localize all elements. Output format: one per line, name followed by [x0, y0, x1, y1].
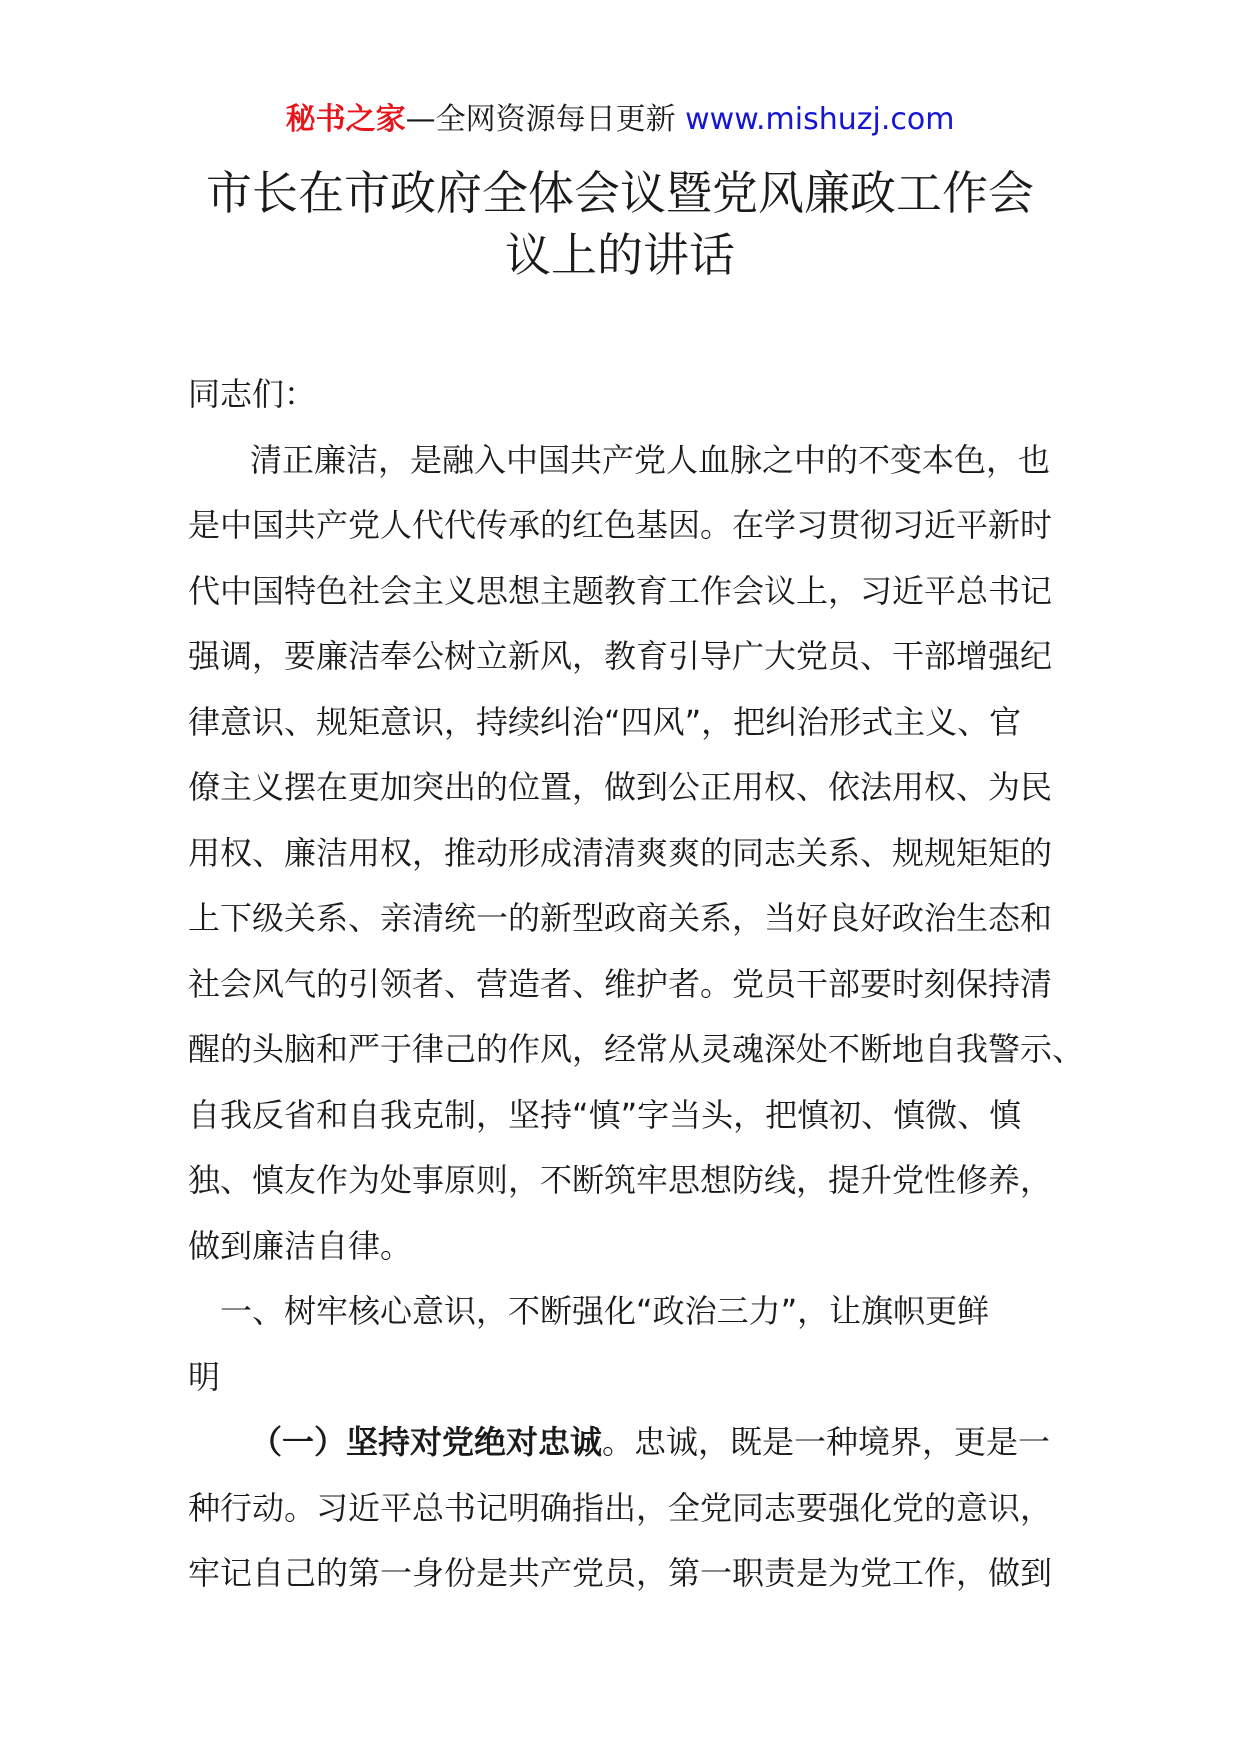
- paragraph-line: 独、慎友作为处事原则，不断筑牢思想防线，提升党性修养，: [188, 1161, 1053, 1199]
- subsection-first-line: [188, 1410, 1068, 1476]
- paragraph-line: 是中国共产党人代代传承的红色基因。在学习贯彻习近平新时: [188, 506, 1053, 544]
- paragraph-line: 代中国特色社会主义思想主题教育工作会议上，习近平总书记: [188, 571, 1053, 610]
- salutation: 同志们：: [188, 375, 317, 413]
- paragraph-line: 醒的头脑和严于律己的作风，经常从灵魂深处不断地自我警示、: [188, 1030, 1085, 1068]
- paragraph-line: 僚主义摆在更加突出的位置，做到公正用权、依法用权、为民: [188, 768, 1053, 806]
- paragraph-line: 清正廉洁，是融入中国共产党人血脉之中的不变本色，也: [250, 440, 1051, 479]
- brand-name: 秘书之家: [285, 102, 406, 137]
- section-heading-line: 一、树牢核心意识，不断强化“政治三力”，让旗帜更鲜: [220, 1292, 990, 1330]
- site-url-link[interactable]: www.mishuzj.com: [685, 102, 955, 137]
- watermark-header: [0, 100, 1240, 140]
- title-line: 市长在市政府全体会议暨党风廉政工作会: [206, 166, 1034, 220]
- paragraph-line: 牢记自己的第一身份是共产党员，第一职责是为党工作，做到: [188, 1554, 1053, 1592]
- header-tagline: —全网资源每日更新: [405, 102, 676, 137]
- subsection-heading: （一）坚持对党绝对忠诚: [250, 1423, 603, 1461]
- paragraph-line: 律意识、规矩意识，持续纠治“四风”，把纠治形式主义、官: [188, 702, 1022, 741]
- subsection-first-line-text: 。忠诚，既是一种境界，更是一: [602, 1423, 1051, 1461]
- paragraph-line: 做到廉洁自律。: [188, 1226, 413, 1265]
- title-line: 议上的讲话: [505, 228, 735, 282]
- paragraph-line: 上下级关系、亲清统一的新型政商关系，当好良好政治生态和: [188, 899, 1053, 937]
- section-heading-line: 明: [188, 1357, 221, 1396]
- paragraph-line: 社会风气的引领者、营造者、维护者。党员干部要时刻保持清: [188, 964, 1053, 1003]
- paragraph-line: 种行动。习近平总书记明确指出，全党同志要强化党的意识，: [188, 1488, 1053, 1527]
- paragraph-line: 用权、廉洁用权，推动形成清清爽爽的同志关系、规规矩矩的: [188, 833, 1053, 872]
- document-title: [160, 162, 1080, 286]
- paragraph-line: 自我反省和自我克制，坚持“慎”字当头，把慎初、慎微、慎: [188, 1095, 1022, 1134]
- document-body: [188, 362, 1085, 1607]
- paragraph-line: 强调，要廉洁奉公树立新风，教育引导广大党员、干部增强纪: [188, 637, 1053, 675]
